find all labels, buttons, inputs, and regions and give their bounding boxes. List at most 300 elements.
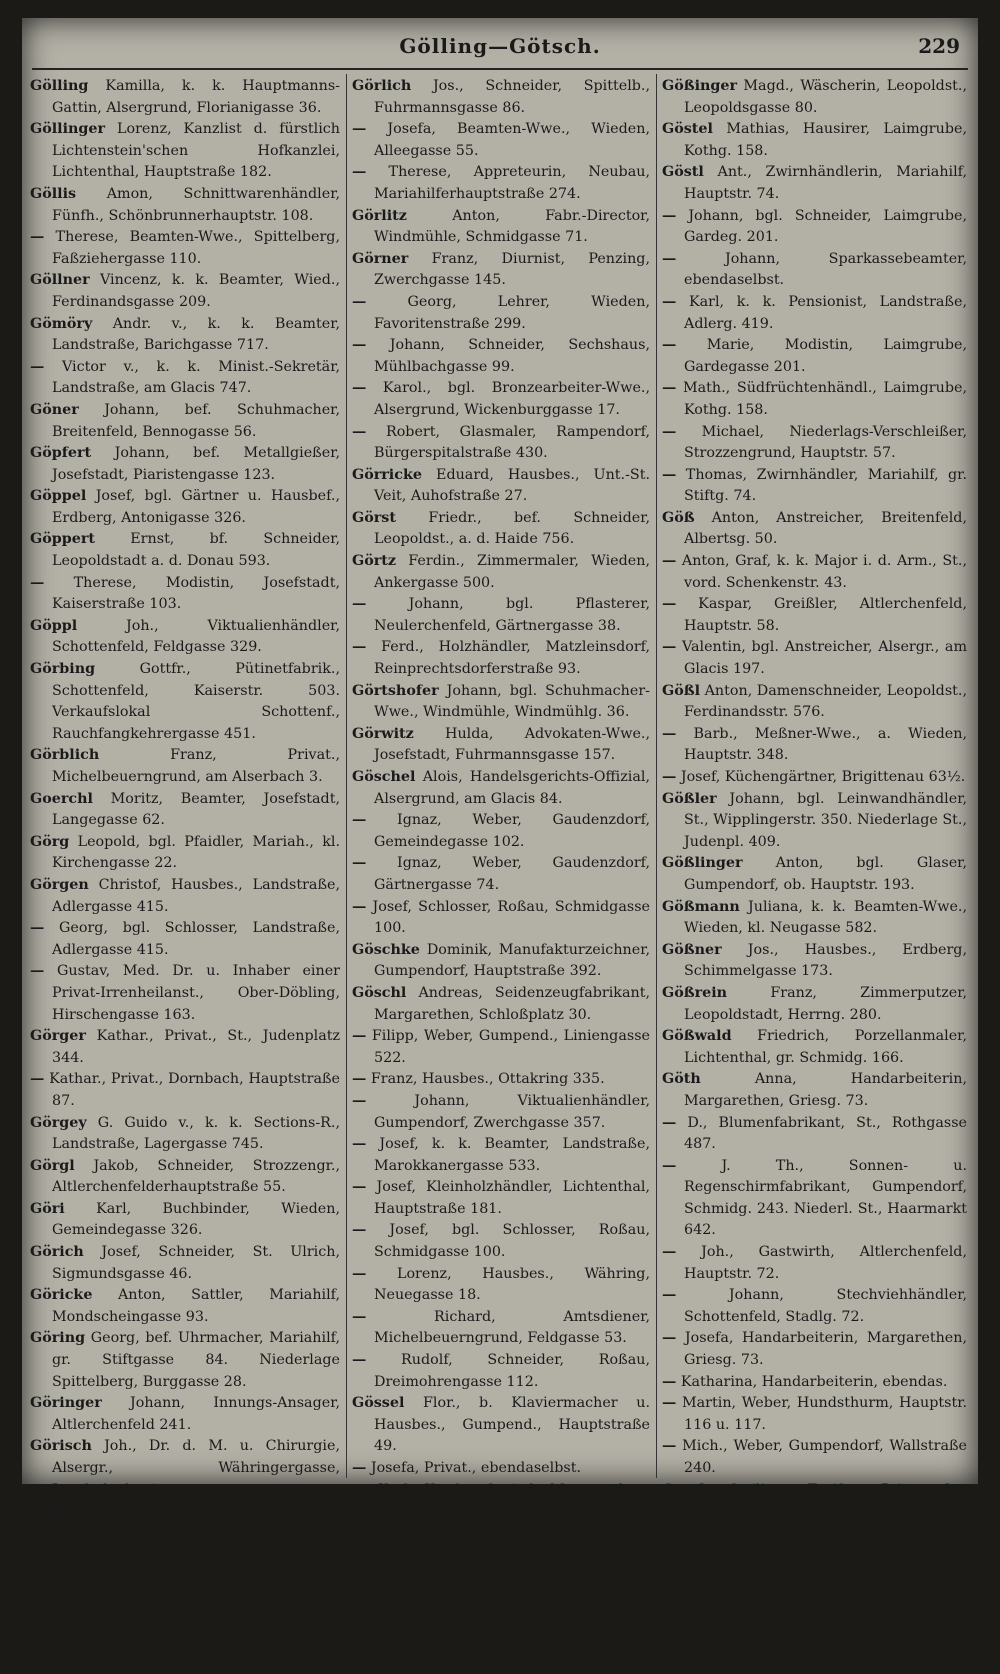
entry-details: Johann, Innungs-Ansager, Altlerchenfeld 241. bbox=[52, 1395, 340, 1433]
ditto-dash: — bbox=[662, 293, 677, 310]
entry-surname: Göß bbox=[662, 509, 695, 526]
entry-details: Johann, bgl. Schneider, Laimgrube, Gardeg. 201. bbox=[684, 207, 968, 246]
entry-details: Georg, Lehrer, Wieden, Favoritenstraße 299. bbox=[374, 293, 651, 332]
directory-entry bbox=[30, 616, 340, 659]
entry-details: Jakob, Schneider, Strozzengr., Altlerchenfelderhauptstraße 55. bbox=[52, 1157, 341, 1196]
column-divider bbox=[346, 74, 347, 1478]
directory-entry bbox=[30, 1113, 340, 1156]
entry-surname: Göllis bbox=[30, 185, 77, 202]
ditto-dash: — bbox=[352, 855, 367, 872]
directory-entry bbox=[662, 1566, 967, 1609]
ditto-dash: — bbox=[352, 337, 367, 354]
entry-surname: Görgey bbox=[30, 1114, 87, 1131]
ditto-dash: — bbox=[352, 1179, 367, 1196]
directory-entry bbox=[662, 1026, 967, 1069]
directory-page bbox=[22, 18, 978, 1671]
directory-entry bbox=[30, 961, 340, 1026]
ditto-dash: — bbox=[352, 1481, 367, 1498]
directory-entry bbox=[662, 335, 967, 378]
entry-details: Josefa, Privat., ebendaselbst. bbox=[370, 1460, 581, 1476]
entry-surname: Gölling bbox=[30, 78, 89, 94]
entry-details: Anton, Fabr.-Director, Windmühle, Schmidgasse 71. bbox=[374, 207, 650, 246]
directory-entry bbox=[352, 335, 650, 378]
directory-entry bbox=[30, 1026, 340, 1069]
ditto-dash: — bbox=[662, 1287, 677, 1304]
directory-entry bbox=[352, 76, 650, 119]
directory-entry bbox=[662, 1480, 967, 1523]
directory-entry bbox=[352, 292, 650, 335]
entry-details: Karl, k. k. Pensionist, Landstraße, Adlerg. 419. bbox=[684, 293, 967, 332]
directory-entry bbox=[662, 1372, 967, 1394]
entry-details: Johann, Stechviehhändler, Schottenfeld, Stadlg. 72. bbox=[684, 1287, 968, 1325]
entry-details: Victor v., k. k. Minist.-Sekretär, Landstraße, am Glacis 747. bbox=[52, 358, 340, 397]
entry-surname: Göpfert bbox=[30, 445, 92, 462]
entry-details: Kathar., Privat., Dornbach, Hauptstraße 87. bbox=[49, 1071, 340, 1109]
entry-details: Joh., Dr. d. M. u. Chirurgie, Alsergr., Währingergasse, Josefsakademie. bbox=[52, 1438, 340, 1498]
entry-details: Josef, bgl. Gärtner u. Hausbef., Erdberg, Antonigasse 326. bbox=[52, 488, 340, 526]
directory-entry bbox=[30, 1242, 340, 1285]
entry-details: Gottfr., Pütinetfabrik., Schottenfeld, Kaiserstr. 503. Verkaufslokal Schottenf., Rauchfangkehrergasse 451. bbox=[52, 661, 340, 742]
entry-details: Lorenz, Hausbes., Währing, Neuegasse 18. bbox=[374, 1265, 651, 1304]
entry-details: Franz, Hausbes., Ottakring 335. bbox=[370, 1071, 605, 1088]
directory-entry bbox=[662, 897, 967, 940]
entry-details: Magd., Wäscherin, Leopoldst., Leopoldsgasse 80. bbox=[684, 78, 967, 116]
directory-entry bbox=[662, 206, 967, 249]
ditto-dash: — bbox=[662, 250, 677, 267]
directory-entry bbox=[30, 227, 340, 270]
entry-surname: Göner bbox=[30, 401, 79, 418]
entry-details: Andreas, Gastwirth, Neulerchenfeld, mittere Hauptstraße 79. bbox=[374, 1611, 650, 1671]
ditto-dash: — bbox=[662, 380, 677, 397]
ditto-dash: — bbox=[352, 639, 367, 656]
directory-entry bbox=[352, 983, 650, 1026]
entry-surname: Gößwald bbox=[662, 1028, 732, 1045]
page-number: 229 bbox=[918, 34, 960, 58]
entry-details: Barb., Meßner-Wwe., a. Wieden, Hauptstr. 348. bbox=[684, 725, 967, 764]
directory-entry bbox=[662, 724, 967, 767]
entry-details: Filipp, Weber, Gumpend., Liniengasse 522. bbox=[371, 1028, 650, 1066]
entry-details: Kamilla, k. k. Hauptmanns-Gattin, Alsergrund, Florianigasse 36. bbox=[52, 78, 341, 116]
entry-details: Vincenz, k. k. Beamter, Wied., Ferdinandsgasse 209. bbox=[52, 272, 340, 310]
directory-entry bbox=[30, 119, 340, 184]
directory-entry bbox=[30, 789, 340, 832]
ditto-dash: — bbox=[352, 423, 367, 440]
entry-surname: Gössel bbox=[352, 1395, 405, 1412]
ditto-dash: — bbox=[662, 769, 677, 785]
entry-surname: Göppert bbox=[30, 531, 95, 548]
entry-details: Georg, bgl. Schlosser, Landstraße, Adlergasse 415. bbox=[52, 920, 340, 958]
ditto-dash: — bbox=[662, 639, 677, 656]
entry-details: Ant., Zwirnhändlerin, Mariahilf, Hauptstr. 74. bbox=[684, 164, 967, 202]
entry-surname: Görtshofer bbox=[352, 682, 439, 699]
entry-details: Josef, Küchengärtner, Brigittenau 63½. bbox=[680, 769, 966, 785]
directory-entry bbox=[30, 875, 340, 918]
entry-details: Ferd., Holzhändler, Matzleinsdorf, Reinprechtsdorferstraße 93. bbox=[374, 639, 651, 678]
ditto-dash: — bbox=[352, 812, 367, 829]
entry-details: Johann, bgl. Leinwandhändler, St., Wipplingerstr. 350. Niederlage St., Judenpl. 409. bbox=[684, 790, 967, 850]
entry-surname: Görbing bbox=[30, 661, 96, 678]
entry-details: Ignaz, Weber, Gaudenzdorf, Gärtnergasse 74. bbox=[374, 855, 650, 893]
entry-details: Robert, Glasmaler, Rampendorf, Bürgerspitalstraße 430. bbox=[374, 423, 651, 462]
entry-details: Johann, bef. Schuhmacher, Breitenfeld, Bennogasse 56. bbox=[52, 401, 340, 440]
entry-surname: Görricke bbox=[352, 466, 422, 483]
directory-entry bbox=[30, 184, 340, 227]
entry-surname: Goerchl bbox=[30, 790, 93, 807]
entry-details: Ferd., Silberschleifer, Gumpendorf, Bräuhausg. 518. bbox=[684, 1567, 967, 1606]
directory-entry bbox=[352, 162, 650, 205]
entry-details: Eduard, Hausbes., Unt.-St. Veit, Auhofstraße 27. bbox=[374, 466, 651, 505]
entry-surname: Görich bbox=[30, 1244, 84, 1261]
directory-entry bbox=[30, 443, 340, 486]
directory-entry bbox=[30, 745, 340, 788]
entry-details: Friedr., bef. Schneider, Leopoldst., a. d. Haide 756. bbox=[374, 509, 650, 548]
entry-surname: Göricke bbox=[30, 1287, 93, 1304]
entry-details: Math., Südfrüchtenhändl., Laimgrube, Kothg. 158. bbox=[683, 380, 968, 418]
ditto-dash: — bbox=[30, 920, 45, 937]
directory-entry bbox=[352, 1566, 650, 1609]
entry-details: Kaspar, Greißler, Altlerchenfeld, Hauptstr. 58. bbox=[684, 596, 967, 634]
directory-entry bbox=[662, 789, 967, 854]
entry-details: Johann, bgl. Schuhmacher-Wwe., Windmühle, Windmühlg. 36. bbox=[374, 682, 651, 721]
entry-surname: Görner bbox=[352, 250, 409, 267]
entry-details: Marie, Modistin, Laimgrube, Gardegasse 201. bbox=[684, 337, 967, 375]
directory-entry bbox=[352, 1026, 650, 1069]
entry-details: Hulda, Advokaten-Wwe., Josefstadt, Fuhrmannsgasse 157. bbox=[374, 725, 651, 764]
ditto-dash: — bbox=[352, 1136, 367, 1153]
entry-details: Karl, Buchbinder, Wieden, Gemeindegasse 326. bbox=[52, 1200, 341, 1239]
entry-details: D., Blumenfabrikant, St., Rothgasse 487. bbox=[684, 1114, 968, 1153]
ditto-dash: — bbox=[662, 725, 677, 742]
entry-details: Friedrich, Porzellanmaler, Lichtenthal, gr. Schmidg. 166. bbox=[684, 1028, 967, 1066]
directory-entry bbox=[30, 659, 340, 745]
directory-entry bbox=[352, 1609, 650, 1674]
entry-surname: Göppl bbox=[30, 617, 78, 634]
directory-entry bbox=[352, 508, 650, 551]
entry-details: Leopold, bgl. Pfaidler, Mariah., kl. Kirchengasse 22. bbox=[52, 833, 340, 872]
entry-details: Karol., bgl. Bronzearbeiter-Wwe., Alsergrund, Wickenburggasse 17. bbox=[374, 380, 650, 418]
directory-entry bbox=[662, 681, 967, 724]
entry-surname: Gößinger bbox=[662, 78, 738, 94]
entry-details: Lorenz, Kanzlist d. fürstlich Lichtenstein'schen Hofkanzlei, Lichtenthal, Hauptstraße 182. bbox=[52, 121, 340, 181]
entry-surname: Göppel bbox=[30, 488, 87, 505]
directory-entry bbox=[30, 270, 340, 313]
ditto-dash: — bbox=[352, 1028, 367, 1045]
directory-entry bbox=[352, 1220, 650, 1263]
ditto-dash: — bbox=[30, 1546, 45, 1563]
directory-entry bbox=[352, 724, 650, 767]
directory-entry bbox=[30, 1069, 340, 1112]
entry-surname: Gösseln bbox=[352, 1567, 415, 1584]
page-header bbox=[22, 34, 978, 64]
entry-surname: Göllinger bbox=[30, 121, 106, 138]
entry-details: Anton, Sattler, Mariahilf, Mondscheingasse 93. bbox=[52, 1287, 341, 1325]
entry-details: Josefa, Handarbeiterin, Margarethen, Griesg. 73. bbox=[684, 1330, 968, 1369]
ditto-dash: — bbox=[352, 596, 367, 613]
entry-details: Josef, Schlosser, Roßau, Schmidgasse 100. bbox=[372, 898, 650, 937]
entry-surname: Göschke bbox=[352, 941, 420, 958]
ditto-dash: — bbox=[662, 423, 677, 440]
ditto-dash: — bbox=[662, 466, 677, 483]
entry-details: Joh., Gastwirth, Altlerchenfeld, Hauptstr. 72. bbox=[684, 1244, 967, 1282]
entry-surname: Goethe bbox=[662, 1481, 719, 1498]
directory-entry bbox=[662, 292, 967, 335]
entry-details: Valentin, bgl. Anstreicher, Alsergr., am Glacis 197. bbox=[681, 639, 967, 678]
column-2 bbox=[352, 76, 651, 1671]
column-3 bbox=[662, 76, 968, 1606]
entry-details: Rosa, Privat., Gumpend., Hauptstraße 49. bbox=[371, 1524, 650, 1563]
entry-details: Ottilie v., Freifrau, Privat., St., Renng. 153. bbox=[684, 1481, 967, 1520]
entry-details: Amon, Schnittwarenhändler, Fünfh., Schönbrunnerhauptstr. 108. bbox=[52, 185, 340, 224]
entry-details: Flor., b. Klaviermacher u. Hausbes., Gumpend., Hauptstraße 49. bbox=[374, 1395, 650, 1455]
ditto-dash: — bbox=[352, 1071, 367, 1088]
entry-surname: Gößl bbox=[662, 682, 701, 699]
entry-surname: Görlich bbox=[352, 78, 412, 94]
entry-details: Martin, Weber, Hundsthurm, Hauptstr. 116 u. 117. bbox=[682, 1395, 968, 1433]
directory-entry bbox=[352, 422, 650, 465]
entry-details: Johann, Sparkassebeamter, ebendaselbst. bbox=[684, 250, 967, 289]
entry-details: Joh., Viktualienhändler, Schottenfeld, Feldgasse 329. bbox=[52, 617, 340, 656]
directory-entry bbox=[352, 594, 650, 637]
directory-entry bbox=[662, 465, 967, 508]
directory-entry bbox=[352, 465, 650, 508]
directory-entry bbox=[30, 76, 340, 119]
entry-details: Joh., Bäcker, Rustendorf, Rustengasse 59. bbox=[52, 1546, 340, 1584]
entry-surname: Görtz bbox=[352, 553, 397, 570]
directory-entry bbox=[662, 940, 967, 983]
directory-entry bbox=[662, 1242, 967, 1285]
entry-surname: Gößlinger bbox=[662, 855, 743, 872]
directory-entry bbox=[30, 573, 340, 616]
directory-entry bbox=[662, 551, 967, 594]
running-title: Gölling—Götsch. bbox=[399, 34, 601, 58]
ditto-dash: — bbox=[662, 1114, 677, 1131]
ditto-dash: — bbox=[30, 963, 45, 980]
ditto-dash: — bbox=[662, 207, 677, 224]
entry-surname: Gößler bbox=[662, 790, 717, 807]
entry-details: Heinr., bef. Kammmacher, Gumpendorf, gr. Steingasse 318. bbox=[374, 1567, 650, 1606]
ditto-dash: — bbox=[662, 1438, 677, 1455]
directory-entry bbox=[352, 551, 650, 594]
entry-details: Anton, Graf, k. k. Major i. d. Arm., St., vord. Schenkenstr. 43. bbox=[681, 553, 967, 591]
ditto-dash: — bbox=[352, 1460, 367, 1476]
entry-surname: Göth bbox=[662, 1071, 701, 1088]
entry-details: Franz, Privat., Michelbeuerngrund, am Alserbach 3. bbox=[52, 747, 340, 785]
entry-details: Ernst, bf. Schneider, Leopoldstadt a. d. Donau 593. bbox=[52, 531, 341, 570]
ditto-dash: — bbox=[352, 1524, 367, 1541]
ditto-dash: — bbox=[30, 574, 45, 591]
directory-entry bbox=[352, 940, 650, 983]
directory-entry bbox=[352, 1523, 650, 1566]
entry-details: Mich., Weber, Gumpendorf, Wallstraße 240. bbox=[682, 1438, 968, 1476]
directory-entry bbox=[662, 1436, 967, 1479]
directory-entry bbox=[30, 1501, 340, 1544]
entry-details: Josef, Kleinholzhändler, Lichtenthal, Hauptstraße 181. bbox=[374, 1179, 650, 1217]
entry-details: Johann, Viktualienhändler, Gumpendorf, Zwerchgasse 357. bbox=[374, 1092, 651, 1131]
entry-details: Christof, Hausbes., Landstraße, Adlergasse 415. bbox=[52, 876, 340, 915]
entry-details: Anton, Damenschneider, Leopoldst., Ferdinandsstr. 576. bbox=[684, 682, 968, 721]
entry-surname: Götl bbox=[662, 1524, 696, 1541]
entry-surname: Görg bbox=[30, 833, 70, 850]
directory-entry bbox=[662, 1328, 967, 1371]
directory-entry bbox=[352, 1177, 650, 1220]
ditto-dash: — bbox=[662, 1330, 677, 1347]
entry-details: Mathias, Hausirer, Laimgrube, Kothg. 158. bbox=[684, 121, 967, 159]
directory-entry bbox=[662, 249, 967, 292]
directory-entry bbox=[352, 378, 650, 421]
entry-details: G. Guido v., k. k. Sections-R., Landstraße, Lagergasse 745. bbox=[52, 1114, 340, 1153]
directory-entry bbox=[662, 508, 967, 551]
ditto-dash: — bbox=[352, 1308, 367, 1325]
directory-entry bbox=[30, 1328, 340, 1393]
directory-entry bbox=[30, 1544, 340, 1587]
directory-entry bbox=[352, 1134, 650, 1177]
entry-details: Alois, k. k. Beamter, Altlerchenfeld, Hauptstraße 200. bbox=[52, 1503, 340, 1541]
directory-entry bbox=[662, 1069, 967, 1112]
entry-surname: Gömöry bbox=[30, 315, 93, 332]
directory-entry bbox=[30, 529, 340, 572]
ditto-dash: — bbox=[662, 553, 677, 570]
directory-entry bbox=[30, 1436, 340, 1501]
ditto-dash: — bbox=[662, 1157, 677, 1174]
ditto-dash: — bbox=[352, 293, 367, 310]
directory-entry bbox=[30, 1156, 340, 1199]
entry-details: Kathar., Privat., St., Judenplatz 344. bbox=[52, 1028, 340, 1066]
entry-surname: Göringer bbox=[30, 1395, 102, 1412]
directory-entry bbox=[30, 314, 340, 357]
entry-details: Gustav, Med. Dr. u. Inhaber einer Privat-Irrenheilanst., Ober-Döbling, Hirschengasse 163. bbox=[52, 963, 341, 1023]
directory-entry bbox=[352, 1307, 650, 1350]
directory-entry bbox=[30, 400, 340, 443]
entry-surname: Görisch bbox=[30, 1438, 92, 1455]
directory-entry bbox=[352, 1458, 650, 1480]
ditto-dash: — bbox=[352, 1092, 367, 1109]
directory-entry bbox=[662, 1393, 967, 1436]
directory-entry bbox=[662, 378, 967, 421]
ditto-dash: — bbox=[352, 164, 367, 181]
entry-surname: Görger bbox=[30, 1028, 86, 1045]
entry-details: Anton, Anstreicher, Breitenfeld, Albertsg. 50. bbox=[684, 509, 967, 548]
directory-entry bbox=[352, 1264, 650, 1307]
entry-details: Moritz, Beamter, Josefstadt, Langegasse 62. bbox=[52, 790, 341, 829]
entry-surname: Gößner bbox=[662, 941, 722, 958]
entry-details: Anton, bgl. Glaser, Gumpendorf, ob. Hauptstr. 193. bbox=[684, 855, 967, 893]
directory-entry bbox=[352, 1091, 650, 1134]
directory-entry bbox=[30, 1285, 340, 1328]
directory-entry bbox=[662, 1113, 967, 1156]
ditto-dash: — bbox=[352, 121, 367, 138]
directory-entry bbox=[662, 119, 967, 162]
directory-entry bbox=[352, 249, 650, 292]
entry-details: Josef, Schneider, St. Ulrich, Sigmundsgasse 46. bbox=[52, 1244, 340, 1282]
entry-details: Franz, Diurnist, Penzing, Zwerchgasse 145. bbox=[374, 250, 650, 289]
directory-entry bbox=[352, 767, 650, 810]
directory-entry bbox=[352, 1350, 650, 1393]
entry-details: Richard, Amtsdiener, Michelbeuerngrund, Feldgasse 53. bbox=[374, 1308, 650, 1347]
directory-entry bbox=[662, 983, 967, 1026]
entry-details: Dominik, Manufakturzeichner, Gumpendorf, Hauptstraße 392. bbox=[374, 941, 650, 980]
entry-surname: Götsch bbox=[662, 1567, 718, 1584]
entry-details: Josef, bgl. Schlosser, Roßau, Schmidgasse 100. bbox=[374, 1222, 650, 1261]
entry-details: Franz, Zimmerputzer, Leopoldstadt, Herrng. 280. bbox=[684, 984, 967, 1023]
directory-entry bbox=[662, 594, 967, 637]
directory-entry bbox=[30, 1393, 340, 1436]
directory-entry bbox=[662, 1523, 967, 1566]
entry-details: Andr. v., k. k. Beamter, Landstraße, Barichgasse 717. bbox=[52, 315, 340, 354]
directory-entry bbox=[352, 1069, 650, 1091]
directory-entry bbox=[662, 162, 967, 205]
directory-entry bbox=[662, 76, 967, 119]
entry-surname: Gößmann bbox=[662, 898, 740, 915]
column-1 bbox=[30, 76, 341, 1584]
column-divider bbox=[656, 74, 657, 1478]
entry-surname: Gößrein bbox=[662, 984, 728, 1001]
entry-details: Josef, k. k. Beamter, Landstraße, Marokkanergasse 533. bbox=[374, 1136, 650, 1174]
entry-details: Karl, Kupferschmied, Margarethen, Griesgasse 177. bbox=[374, 1481, 650, 1520]
entry-details: Therese, Modistin, Josefstadt, Kaiserstraße 103. bbox=[52, 574, 340, 613]
entry-details: Rudolf, Schneider, Roßau, Dreimohrengasse 112. bbox=[374, 1352, 650, 1390]
directory-entry bbox=[662, 637, 967, 680]
entry-details: Thomas, Zwirnhändler, Mariahilf, gr. Stiftg. 74. bbox=[684, 466, 967, 505]
directory-entry bbox=[30, 832, 340, 875]
directory-entry bbox=[662, 1156, 967, 1242]
entry-details: Therese, Appreteurin, Neubau, Mariahilferhauptstraße 274. bbox=[374, 164, 650, 202]
ditto-dash: — bbox=[30, 358, 45, 375]
entry-details: Juliana, k. k. Beamten-Wwe., Wieden, kl. Neugasse 582. bbox=[684, 898, 967, 937]
directory-entry bbox=[352, 681, 650, 724]
entry-details: Josef, bgl. Seidenzeugmacher, a. Wieden, Hartmannsg. 405. bbox=[684, 1524, 968, 1563]
entry-surname: Göllner bbox=[30, 272, 90, 289]
ditto-dash: — bbox=[352, 380, 367, 397]
entry-surname: Göring bbox=[30, 1330, 86, 1347]
entry-surname: Göschel bbox=[352, 769, 416, 785]
entry-surname: Görblich bbox=[30, 747, 100, 764]
entry-details: Georg, bef. Uhrmacher, Mariahilf, gr. Stiftgasse 84. Niederlage Spittelberg, Burggasse 28. bbox=[52, 1330, 340, 1390]
entry-surname: Görlitz bbox=[352, 207, 407, 224]
entry-surname: Göstel bbox=[662, 121, 713, 138]
ditto-dash: — bbox=[30, 229, 45, 246]
entry-surname: Görgen bbox=[30, 876, 89, 893]
entry-details: Alois, Handelsgerichts-Offizial, Alsergrund, am Glacis 84. bbox=[374, 769, 650, 807]
entry-details: Ferdin., Zimmermaler, Wieden, Ankergasse 500. bbox=[374, 553, 650, 591]
entry-details: Anna, Handarbeiterin, Margarethen, Griesg. 73. bbox=[684, 1071, 967, 1109]
directory-entry bbox=[662, 422, 967, 465]
entry-details: Jos., Hausbes., Erdberg, Schimmelgasse 173. bbox=[684, 941, 968, 980]
entry-details: J. Th., Sonnen- u. Regenschirmfabrikant, Gumpendorf, Schmidg. 243. Niederl. St., Haarmarkt 642. bbox=[684, 1157, 968, 1239]
directory-entry bbox=[662, 1285, 967, 1328]
entry-details: Michael, Niederlags-Verschleißer, Strozzengrund, Hauptstr. 57. bbox=[684, 423, 967, 462]
header-rule bbox=[32, 68, 968, 70]
entry-surname: Görst bbox=[352, 509, 396, 526]
ditto-dash: — bbox=[662, 337, 677, 354]
directory-entry bbox=[662, 767, 967, 789]
directory-entry bbox=[662, 853, 967, 896]
ditto-dash: — bbox=[352, 1352, 367, 1369]
directory-entry bbox=[30, 357, 340, 400]
ditto-dash: — bbox=[662, 1395, 677, 1412]
entry-surname: Göschl bbox=[352, 984, 407, 1001]
entry-surname: Görgl bbox=[30, 1157, 75, 1174]
entry-details: Katharina, Handarbeiterin, ebendas. bbox=[680, 1373, 948, 1390]
directory-entry bbox=[352, 810, 650, 853]
ditto-dash: — bbox=[352, 1222, 367, 1239]
directory-entry bbox=[352, 206, 650, 249]
entry-details: Johann, bef. Metallgießer, Josefstadt, Piaristengasse 123. bbox=[52, 445, 341, 483]
ditto-dash: — bbox=[662, 1373, 677, 1390]
ditto-dash: — bbox=[352, 1265, 367, 1282]
directory-entry bbox=[30, 918, 340, 961]
entry-details: Johann, bgl. Pflasterer, Neulerchenfeld, Gärtnergasse 38. bbox=[374, 596, 650, 634]
directory-entry bbox=[30, 486, 340, 529]
